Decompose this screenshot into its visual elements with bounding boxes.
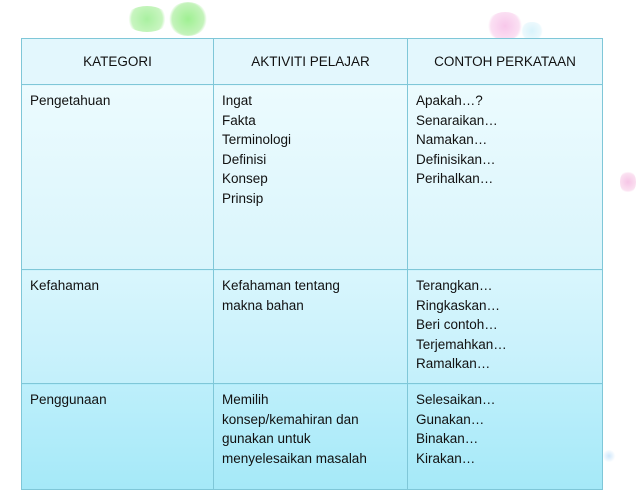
category-table	[21, 38, 603, 490]
decorative-dot	[602, 450, 616, 462]
aktiviti-line: Prinsip	[222, 190, 264, 206]
aktiviti-cell	[214, 384, 408, 490]
aktiviti-cell	[214, 270, 408, 384]
header-aktiviti-pelajar: AKTIVITI PELAJAR	[214, 39, 408, 85]
aktiviti-cell	[214, 85, 408, 270]
contoh-line: Kirakan…	[416, 450, 476, 466]
contoh-line: Beri contoh…	[416, 317, 498, 332]
contoh-line: Terjemahkan…	[416, 336, 507, 352]
aktiviti-line: makna bahan	[222, 297, 304, 313]
header-contoh-perkataan: CONTOH PERKATAAN	[408, 39, 603, 85]
contoh-line: Senaraikan…	[416, 112, 498, 128]
header-kategori: KATEGORI	[22, 39, 214, 85]
contoh-cell	[408, 270, 603, 384]
kategori-cell: Pengetahuan	[22, 85, 214, 270]
contoh-line: Definisikan…	[416, 151, 496, 167]
aktiviti-line: Ingat	[222, 93, 253, 108]
aktiviti-line: Fakta	[222, 112, 256, 128]
contoh-line: Gunakan…	[416, 411, 485, 427]
decorative-flower	[168, 2, 208, 36]
table-row	[22, 270, 603, 384]
kategori-cell: Kefahaman	[22, 270, 214, 384]
aktiviti-line: Konsep	[222, 171, 268, 186]
contoh-line: Selesaikan…	[416, 392, 496, 407]
aktiviti-line: gunakan untuk	[222, 431, 311, 446]
aktiviti-line: Definisi	[222, 151, 267, 167]
aktiviti-line: Terminologi	[222, 132, 292, 147]
decorative-flower	[125, 6, 169, 32]
table-row	[22, 85, 603, 270]
contoh-line: Ramalkan…	[416, 356, 491, 371]
contoh-line: Terangkan…	[416, 278, 493, 293]
decorative-flower	[620, 170, 636, 194]
header-row	[22, 39, 603, 85]
kategori-cell: Penggunaan	[22, 384, 214, 490]
table-header	[22, 39, 603, 85]
aktiviti-line: menyelesaikan masalah	[222, 450, 367, 466]
contoh-cell	[408, 384, 603, 490]
contoh-line: Perihalkan…	[416, 171, 494, 186]
aktiviti-line: Memilih	[222, 392, 269, 407]
contoh-line: Binakan…	[416, 431, 479, 446]
contoh-line: Apakah…?	[416, 93, 483, 108]
decorative-flower	[486, 12, 524, 40]
aktiviti-line: Kefahaman tentang	[222, 278, 340, 293]
contoh-cell	[408, 85, 603, 270]
contoh-line: Ringkaskan…	[416, 297, 501, 313]
aktiviti-line: konsep/kemahiran dan	[222, 411, 359, 427]
contoh-line: Namakan…	[416, 132, 488, 147]
table-row	[22, 384, 603, 490]
